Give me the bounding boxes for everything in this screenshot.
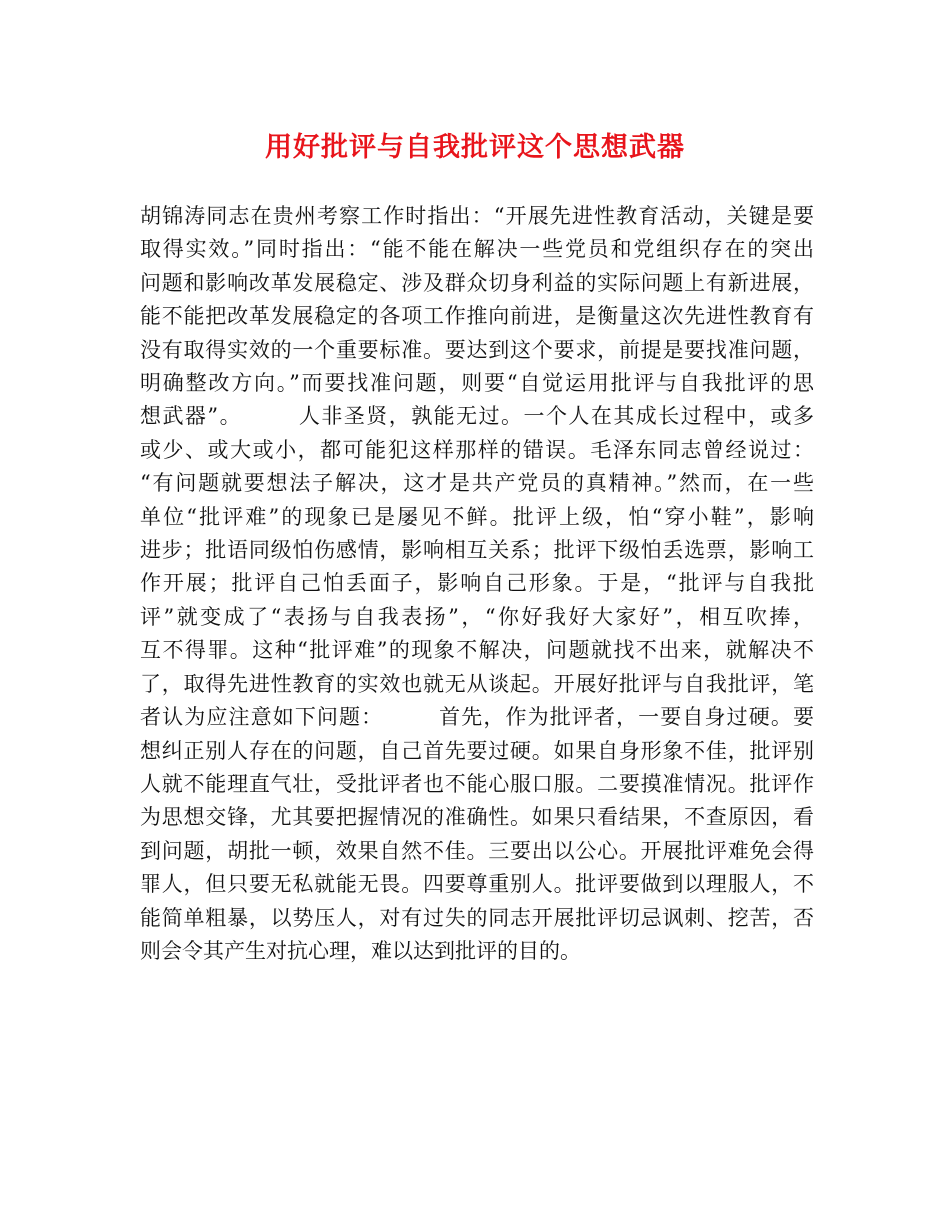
body-line: “有问题就要想法子解决，这才是共产党员的真精神。”然而，在一些 xyxy=(140,471,814,496)
body-line: 能简单粗暴，以势压人，对有过失的同志开展批评切忌讽刺、挖苦，否 xyxy=(140,905,814,930)
body-line: 问题和影响改革发展稳定、涉及群众切身利益的实际问题上有新进展， xyxy=(140,270,814,295)
body-line: 想武器”。 人非圣贤，孰能无过。一个人在其成长过程中，或多 xyxy=(140,404,814,429)
body-line: 为思想交锋，尤其要把握情况的准确性。如果只看结果，不查原因，看 xyxy=(140,805,814,830)
body-line: 评”就变成了“表扬与自我表扬”，“你好我好大家好”，相互吹捧， xyxy=(140,604,814,629)
body-line: 没有取得实效的一个重要标准。要达到这个要求，前提是要找准问题， xyxy=(140,337,814,362)
body-line: 明确整改方向。”而要找准问题，则要“自觉运用批评与自我批评的思 xyxy=(140,371,814,396)
body-line: 或少、或大或小，都可能犯这样那样的错误。毛泽东同志曾经说过： xyxy=(140,437,814,462)
body-line: 进步；批语同级怕伤感情，影响相互关系；批评下级怕丢选票，影响工 xyxy=(140,538,814,563)
body-line: 了，取得先进性教育的实效也就无从谈起。开展好批评与自我批评，笔 xyxy=(140,671,814,696)
document-body xyxy=(140,200,814,968)
body-line: 取得实效。”同时指出：“能不能在解决一些党员和党组织存在的突出 xyxy=(140,237,814,262)
body-line: 互不得罪。这种“批评难”的现象不解决，问题就找不出来，就解决不 xyxy=(140,638,814,663)
body-line: 胡锦涛同志在贵州考察工作时指出：“开展先进性教育活动，关键是要 xyxy=(140,204,814,228)
body-line: 能不能把改革发展稳定的各项工作推向前进，是衡量这次先进性教育有 xyxy=(140,304,814,329)
body-line: 单位“批评难”的现象已是屡见不鲜。批评上级，怕“穿小鞋”，影响 xyxy=(140,504,814,529)
body-line: 则会令其产生对抗心理，难以达到批评的目的。 xyxy=(140,938,581,963)
body-line: 到问题，胡批一顿，效果自然不佳。三要出以公心。开展批评难免会得 xyxy=(140,838,814,863)
document-title: 用好批评与自我批评这个思想武器 xyxy=(265,132,685,163)
body-line: 者认为应注意如下问题： 首先，作为批评者，一要自身过硬。要 xyxy=(140,705,814,730)
body-line: 想纠正别人存在的问题，自己首先要过硬。如果自身形象不佳，批评别 xyxy=(140,738,814,763)
body-line: 罪人，但只要无私就能无畏。四要尊重别人。批评要做到以理服人，不 xyxy=(140,872,814,897)
body-line: 人就不能理直气壮，受批评者也不能心服口服。二要摸准情况。批评作 xyxy=(140,771,814,796)
body-line: 作开展；批评自己怕丢面子，影响自己形象。于是，“批评与自我批 xyxy=(140,571,814,596)
